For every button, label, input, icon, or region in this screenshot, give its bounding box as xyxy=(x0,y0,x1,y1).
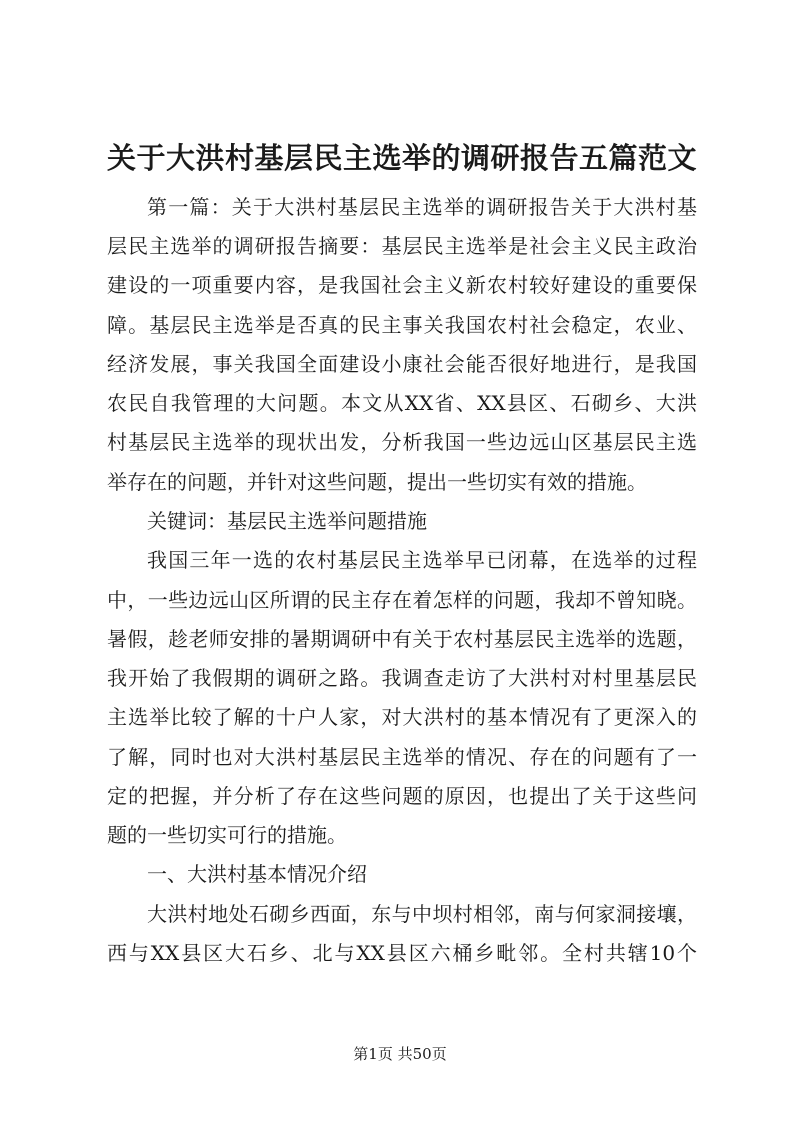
paragraph-line: 主选举比较了解的十户人家，对大洪村的基本情况有了更深入的 xyxy=(107,705,697,729)
paragraph-line: 大洪村地处石砌乡西面，东与中坝村相邻，南与何家洞接壤， xyxy=(147,902,697,926)
paragraph-line: 西与XX县区大石乡、北与XX县区六桶乡毗邻。全村共辖10个 xyxy=(107,941,697,965)
paragraph-line: 中，一些边远山区所谓的民主存在着怎样的问题，我却不曾知晓。 xyxy=(107,588,697,612)
document-title: 关于大洪村基层民主选举的调研报告五篇范文 xyxy=(107,141,698,175)
page-number-footer: 第1页 共50页 xyxy=(353,1045,447,1063)
paragraph-line: 村基层民主选举的现状出发，分析我国一些边远山区基层民主选 xyxy=(107,430,697,454)
paragraph-line: 我开始了我假期的调研之路。我调查走访了大洪村对村里基层民 xyxy=(107,666,697,690)
section-heading: 一、大洪村基本情况介绍 xyxy=(147,862,367,886)
paragraph-line: 障。基层民主选举是否真的民主事关我国农村社会稳定，农业、 xyxy=(107,313,697,337)
paragraph-line: 建设的一项重要内容，是我国社会主义新农村较好建设的重要保 xyxy=(107,273,697,297)
paragraph-line: 题的一些切实可行的措施。 xyxy=(107,823,347,847)
paragraph-line: 我国三年一选的农村基层民主选举早已闭幕，在选举的过程 xyxy=(147,548,697,572)
paragraph-line: 农民自我管理的大问题。本文从XX省、XX县区、石砌乡、大洪 xyxy=(107,391,697,415)
paragraph-line: 层民主选举的调研报告摘要：基层民主选举是社会主义民主政治 xyxy=(107,234,697,258)
paragraph-line: 举存在的问题，并针对这些问题，提出一些切实有效的措施。 xyxy=(107,470,647,494)
paragraph-line: 了解，同时也对大洪村基层民主选举的情况、存在的问题有了一 xyxy=(107,745,697,769)
paragraph-line: 定的把握，并分析了存在这些问题的原因，也提出了关于这些问 xyxy=(107,784,697,808)
paragraph-line: 经济发展，事关我国全面建设小康社会能否很好地进行，是我国 xyxy=(107,352,697,376)
paragraph-line: 第一篇：关于大洪村基层民主选举的调研报告关于大洪村基 xyxy=(147,195,697,219)
keywords-line: 关键词：基层民主选举问题措施 xyxy=(147,509,427,533)
paragraph-line: 暑假，趁老师安排的暑期调研中有关于农村基层民主选举的选题， xyxy=(107,627,697,651)
